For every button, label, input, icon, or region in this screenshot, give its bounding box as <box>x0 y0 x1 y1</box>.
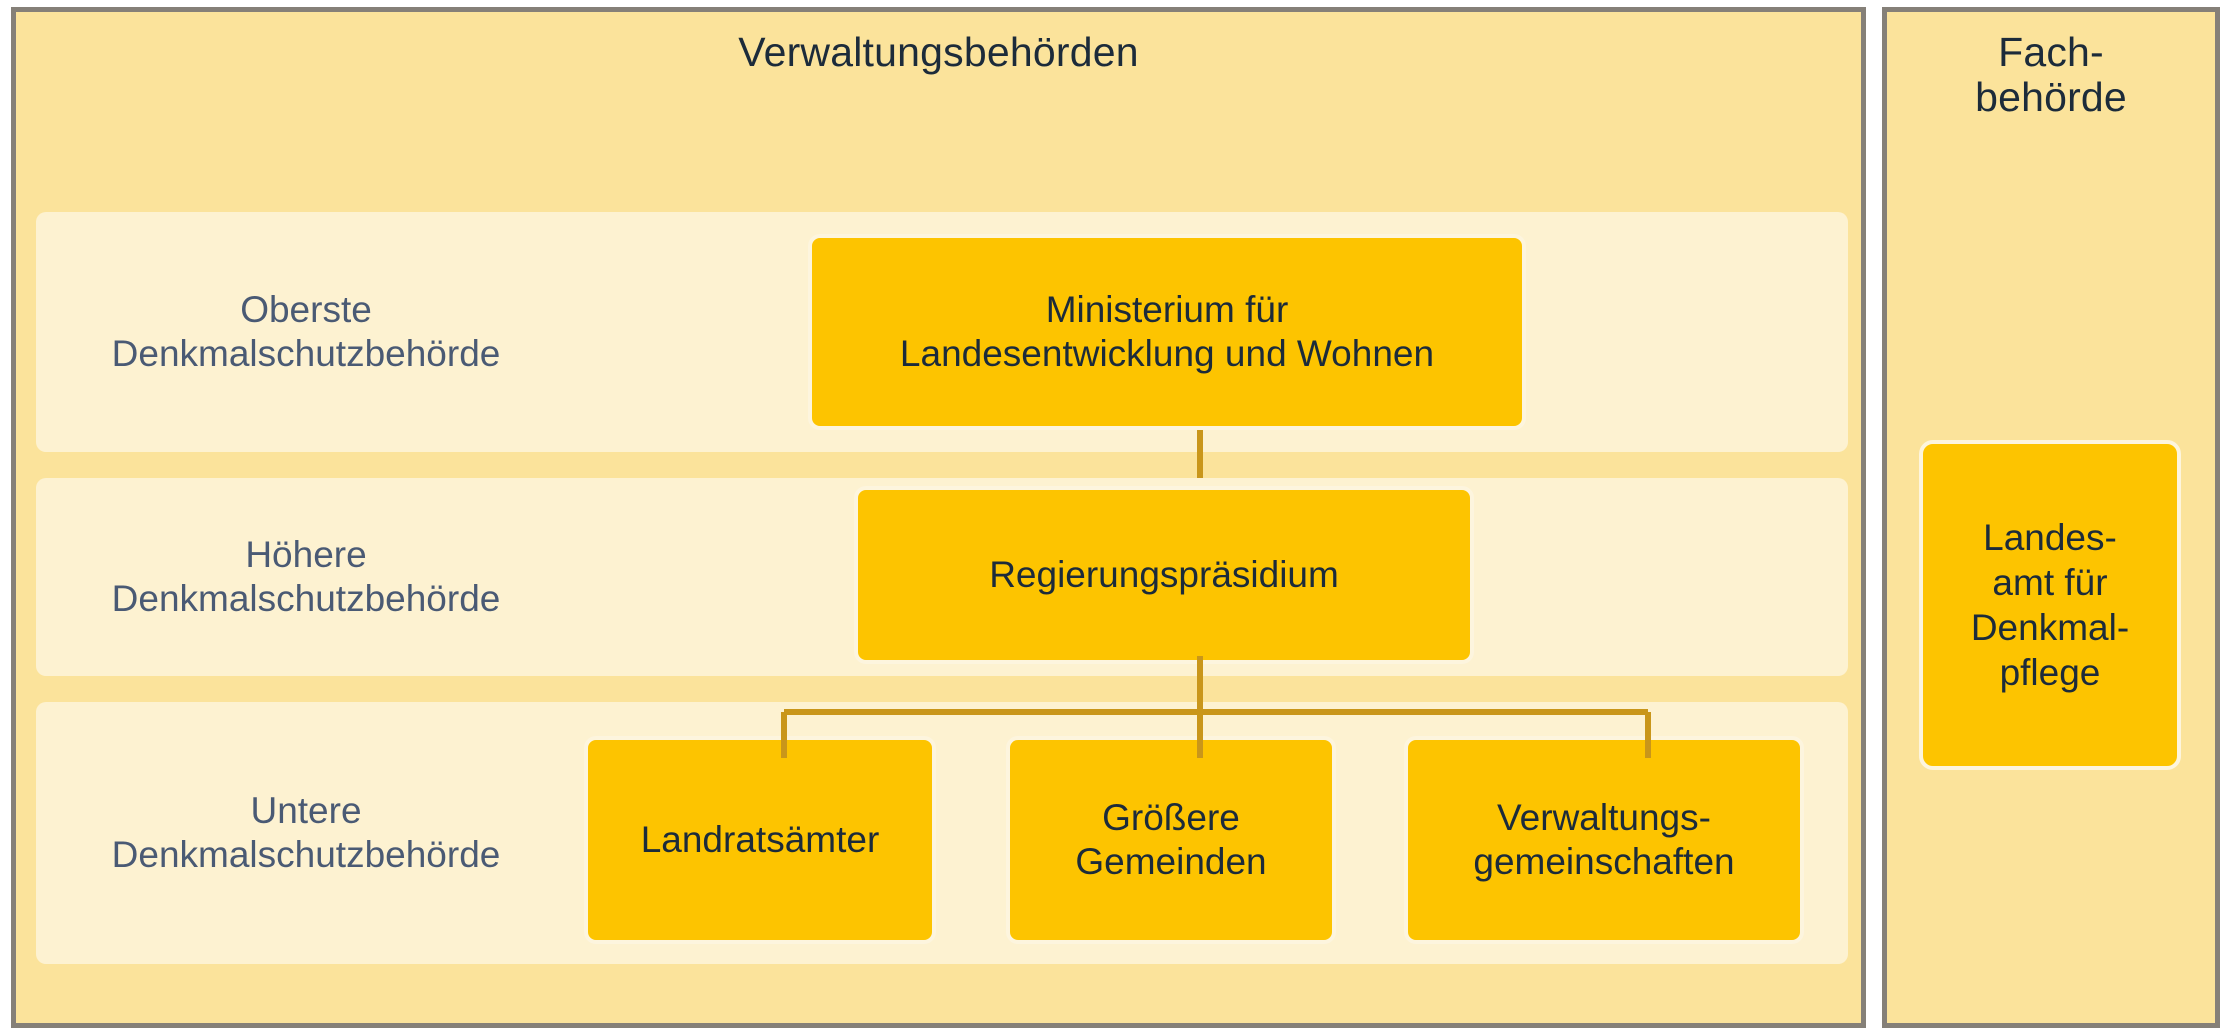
row-label-hoehere <box>36 533 576 620</box>
row-label-hoehere-line1: Höhere <box>245 534 367 576</box>
left-panel-title: Verwaltungsbehörden <box>738 29 1139 75</box>
box-ministerium-line2: Landesentwicklung und Wohnen <box>899 333 1435 374</box>
box-ministerium-line1: Ministerium für <box>1045 288 1289 330</box>
specialist-authority-panel <box>1882 7 2220 1028</box>
administrative-authorities-panel <box>11 7 1866 1028</box>
row-body-untere <box>576 702 1848 964</box>
right-panel-title-line2: behörde <box>1975 74 2127 121</box>
box-landesamt-fuer-denkmalpflege[interactable] <box>1919 440 2181 770</box>
box-regierungspraesidium[interactable] <box>854 486 1474 664</box>
box-verwaltungsgemeinschaften[interactable] <box>1404 736 1804 944</box>
box-verwaltungsgemeinschaften-line1: Verwaltungs- <box>1497 796 1711 838</box>
box-verwaltungsgemeinschaften-line2: gemeinschaften <box>1473 841 1735 882</box>
row-label-untere <box>36 789 576 876</box>
box-groessere-gemeinden-line2: Gemeinden <box>1075 841 1267 882</box>
box-landratsaemter-line1: Landratsämter <box>640 818 880 860</box>
right-panel-title-line1: Fach- <box>1998 29 2104 75</box>
right-panel-title <box>1887 12 2215 120</box>
box-landesamt-line3: Denkmal- <box>1970 607 2130 648</box>
box-groessere-gemeinden-line1: Größere <box>1102 796 1240 838</box>
box-landesamt-line1: Landes- <box>1983 516 2117 558</box>
row-label-oberste-line1: Oberste <box>240 289 372 331</box>
box-landesamt-line4: pflege <box>1999 652 2101 694</box>
row-untere-denkmalschutzbehoerde <box>36 702 1848 964</box>
row-body-hoehere <box>576 478 1848 676</box>
row-label-oberste <box>36 288 576 375</box>
box-regierungspraesidium-line1: Regierungspräsidium <box>989 553 1339 595</box>
row-label-untere-line1: Untere <box>250 790 362 832</box>
authority-levels <box>36 212 1848 964</box>
box-landratsaemter[interactable] <box>584 736 936 944</box>
row-label-untere-line2: Denkmalschutzbehörde <box>111 834 501 875</box>
row-label-oberste-line2: Denkmalschutzbehörde <box>111 333 501 374</box>
row-hoehere-denkmalschutzbehoerde <box>36 478 1848 676</box>
row-label-hoehere-line2: Denkmalschutzbehörde <box>111 578 501 619</box>
box-groessere-gemeinden[interactable] <box>1006 736 1336 944</box>
box-ministerium[interactable] <box>808 234 1526 430</box>
box-landesamt-line2: amt für <box>1992 561 2108 603</box>
row-oberste-denkmalschutzbehoerde <box>36 212 1848 452</box>
row-body-oberste <box>576 212 1848 452</box>
